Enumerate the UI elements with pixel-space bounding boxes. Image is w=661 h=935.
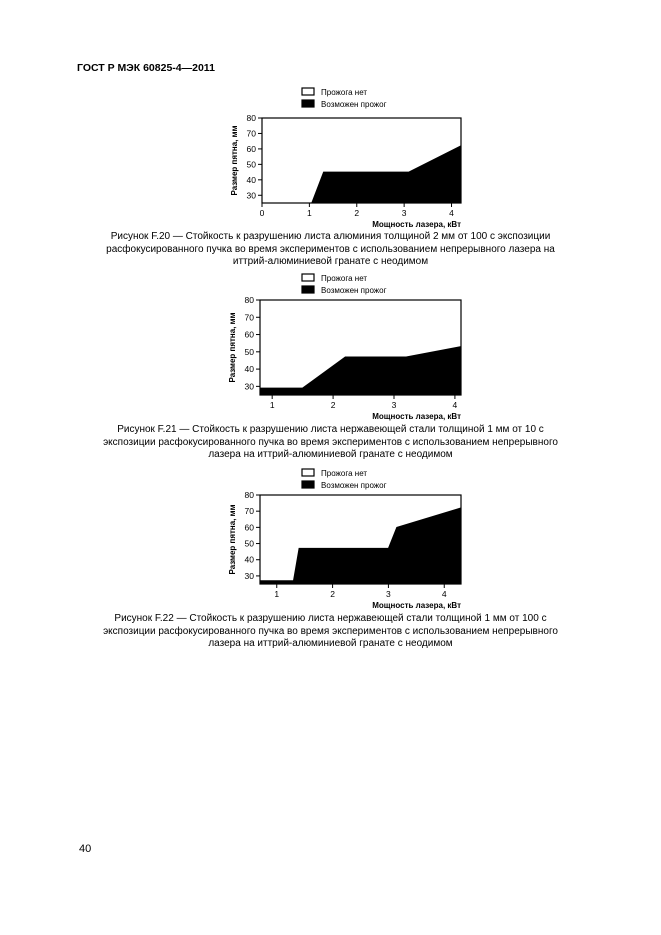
legend-label-burn: Возможен прожог [321, 481, 387, 490]
y-axis-label: Размер пятна, мм [230, 125, 239, 196]
legend-label-no-burn: Прожога нет [321, 469, 368, 478]
x-tick-label: 1 [307, 208, 312, 218]
legend-label-burn: Возможен прожог [321, 100, 387, 109]
y-tick-label: 30 [244, 381, 254, 392]
figure-f20 [0, 85, 661, 270]
y-tick-label: 70 [246, 128, 256, 139]
figure-f20-caption: Рисунок F.20 — Стойкость к разрушению листа алюминия толщиной 2 мм от 100 с экспозиции расфокусированного пучка во время экспериментов с использованием непрерывного лазера на иттрий-алюминиевой гранате с неодимом [106, 231, 555, 267]
y-tick-label: 50 [244, 346, 254, 357]
x-tick-label: 2 [330, 589, 335, 599]
legend-swatch-no-burn [302, 469, 314, 476]
figure-f21-chart [0, 271, 661, 423]
area-series-0 [260, 347, 461, 395]
x-axis-label: Мощность лазера, кВт [372, 220, 461, 229]
x-tick-label: 2 [354, 208, 360, 218]
y-axis-label: Размер пятна, мм [228, 504, 237, 575]
y-tick-label: 60 [244, 522, 254, 533]
y-tick-label: 50 [244, 538, 254, 549]
figure-f22 [0, 466, 661, 656]
x-tick-label: 4 [452, 400, 458, 410]
y-tick-label: 40 [244, 554, 254, 565]
x-tick-label: 0 [259, 208, 265, 218]
legend-label-burn: Возможен прожог [321, 286, 387, 295]
legend-swatch-no-burn [302, 274, 314, 281]
legend-label-no-burn: Прожога нет [321, 88, 368, 97]
y-tick-label: 50 [246, 159, 256, 170]
y-axis-label: Размер пятна, мм [228, 312, 237, 383]
y-tick-label: 40 [244, 364, 254, 375]
figure-f21 [0, 271, 661, 466]
y-tick-label: 60 [244, 329, 254, 340]
x-tick-label: 3 [401, 208, 407, 218]
x-axis-label: Мощность лазера, кВт [372, 601, 461, 610]
y-tick-label: 80 [244, 295, 254, 305]
figure-f21-caption: Рисунок F.21 — Стойкость к разрушению листа нержавеющей стали толщиной 1 мм от 10 с экспозиции расфокусированного пучка во время экспериментов с использованием непрерывного лазера на иттрий-алюминиевой гранате с неодимом [103, 424, 558, 460]
x-axis-label: Мощность лазера, кВт [372, 412, 461, 421]
x-tick-label: 3 [391, 400, 397, 410]
y-tick-label: 80 [244, 490, 254, 500]
figure-f22-chart [0, 466, 661, 612]
x-tick-label: 1 [269, 400, 275, 410]
figure-f22-caption: Рисунок F.22 — Стойкость к разрушению листа нержавеющей стали толщиной 1 мм от 100 с экспозиции расфокусированного пучка во время экспериментов с использованием непрерывного лазера на иттрий-алюминиевой гранате с неодимом [103, 613, 558, 649]
y-tick-label: 60 [246, 143, 256, 154]
x-tick-label: 2 [330, 400, 336, 410]
y-tick-label: 30 [246, 190, 256, 201]
x-tick-label: 4 [441, 589, 447, 599]
legend-swatch-burn [302, 481, 314, 488]
legend-swatch-burn [302, 100, 314, 107]
legend-swatch-no-burn [302, 88, 314, 95]
y-tick-label: 70 [244, 312, 254, 323]
area-series-0 [262, 146, 461, 203]
legend-swatch-burn [302, 286, 314, 293]
y-tick-label: 40 [246, 174, 256, 185]
y-tick-label: 30 [244, 570, 254, 581]
document-header: ГОСТ Р МЭК 60825-4—2011 [77, 62, 215, 74]
y-tick-label: 70 [244, 506, 254, 517]
figure-f20-chart [0, 85, 661, 230]
page-number: 40 [79, 843, 92, 855]
x-tick-label: 1 [274, 589, 280, 599]
y-tick-label: 80 [246, 113, 256, 123]
x-tick-label: 4 [449, 208, 454, 218]
area-series-0 [260, 508, 461, 584]
x-tick-label: 3 [386, 589, 391, 599]
legend-label-no-burn: Прожога нет [321, 274, 368, 283]
